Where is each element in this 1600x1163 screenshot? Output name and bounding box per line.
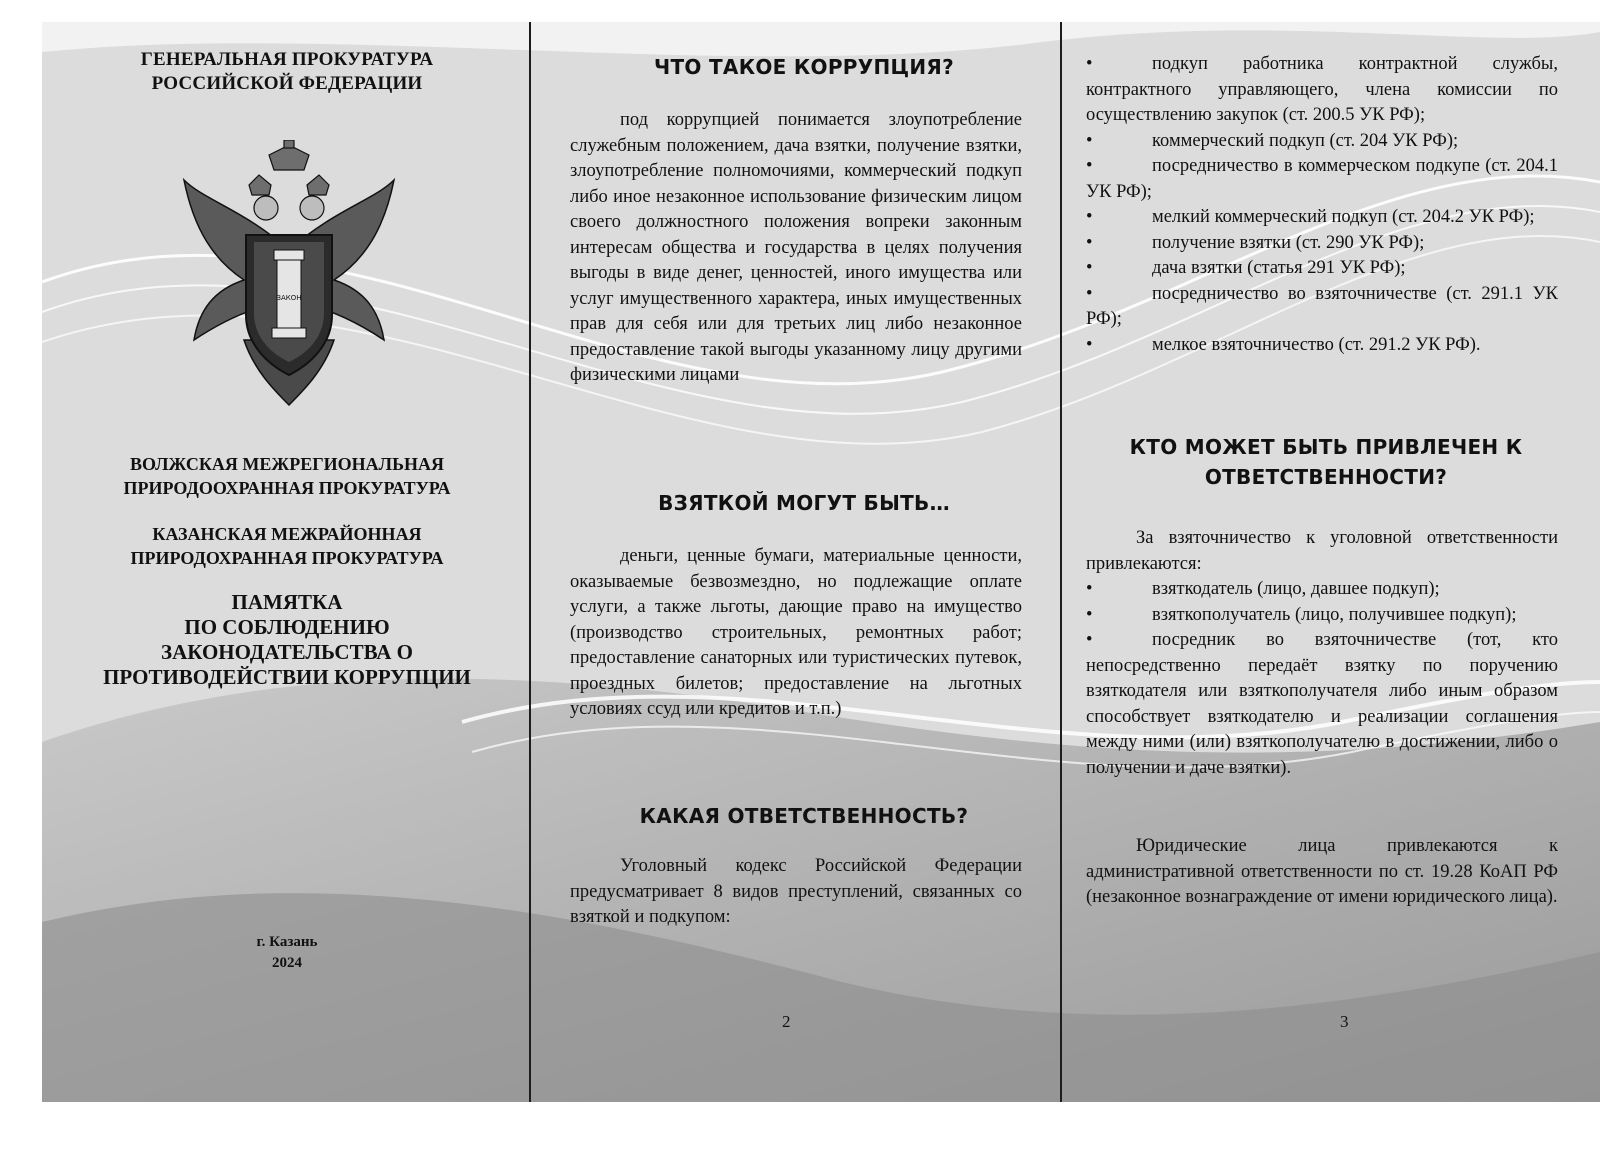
panel-3	[1066, 22, 1600, 1102]
page-number-2: 2	[782, 1012, 791, 1031]
list-item: • получение взятки (ст. 290 УК РФ);	[1086, 231, 1558, 257]
list-item: • коммерческий подкуп (ст. 204 УК РФ);	[1086, 129, 1558, 155]
bullet: •	[1086, 156, 1093, 176]
liability-intro: За взяточничество к уголовной ответственности привлекаются:	[1086, 528, 1558, 574]
heading-what-is-corruption: ЧТО ТАКОЕ КОРРУПЦИЯ?	[654, 55, 954, 79]
org-local: КАЗАНСКАЯ МЕЖРАЙОННАЯ ПРИРОДОХРАННАЯ ПРОКУРАТУРА	[130, 524, 444, 568]
heading-responsibility: КАКАЯ ОТВЕТСТВЕННОСТЬ?	[639, 804, 969, 828]
criminal-code-intro: Уголовный кодекс Российской Федерации предусматривает 8 видов преступлений, связанных со взяткой и подкупом:	[570, 856, 1022, 927]
bullet: •	[1086, 258, 1093, 278]
city-year	[182, 932, 392, 974]
bullet: •	[1086, 579, 1093, 599]
bribe-description: деньги, ценные бумаги, материальные ценности, оказываемые безвозмездно, но подлежащие оплате услуги, а также льготы, дающие право на имущество (производство строительных, ремонтных работ; предоставление санаторных или туристических путевок, проездных билетов; предоставление на льготных условиях ссуд или кредитов и т.п.)	[570, 546, 1022, 719]
bullet: •	[1086, 232, 1093, 253]
list-item: • мелкое взяточничество (ст. 291.2 УК РФ).	[1086, 333, 1558, 359]
list-item: • посредник во взяточничестве (тот, кто непосредственно передаёт взятку по поручению взяткодателя или взяткополучателя либо иным образом способствует взяткодателю и реализации соглашения между ними (или) взяткополучателю в достижении, либо о получении и даче взятки).	[1086, 630, 1558, 778]
bullet: •	[1086, 630, 1093, 650]
list-item: • взяткополучатель (лицо, получившее подкуп);	[1086, 603, 1558, 629]
legal-entities-liability: Юридические лица привлекаются к административной ответственности по ст. 19.28 КоАП РФ (незаконное вознаграждение от имени юридического лица).	[1086, 836, 1558, 907]
year: 2024	[272, 955, 302, 971]
fold-line-1	[529, 22, 531, 1102]
crimes-list	[1086, 52, 1558, 358]
list-item: • мелкий коммерческий подкуп (ст. 204.2 УК РФ);	[1086, 205, 1558, 231]
org-regional: ВОЛЖСКАЯ МЕЖРЕГИОНАЛЬНАЯ ПРИРОДООХРАННАЯ ПРОКУРАТУРА	[123, 454, 451, 498]
corruption-definition: под коррупцией понимается злоупотребление служебным положением, дача взятки, получение взятки, злоупотребление полномочиями, коммерческий подкуп либо иное незаконное использование физическим лицом своего должностного положения вопреки законным интересам общества и государства в целях получения выгоды в виде денег, ценностей, иного имущества или услуг имущественного характера, иных имущественных прав для себя или для третьих лиц либо незаконное предоставление такой выгоды указанному лицу другими физическими лицами	[570, 110, 1022, 385]
list-item: • посредничество в коммерческом подкупе (ст. 204.1 УК РФ);	[1086, 156, 1558, 202]
bullet: •	[1086, 130, 1093, 151]
memo-title: ПАМЯТКА ПО СОБЛЮДЕНИЮ ЗАКОНОДАТЕЛЬСТВА О ПРОТИВОДЕЙСТВИИ КОРРУПЦИИ	[103, 590, 471, 689]
cover-panel	[42, 22, 532, 1102]
brochure-sheet	[42, 22, 1600, 1102]
bullet: •	[1086, 54, 1093, 74]
bullet: •	[1086, 604, 1093, 625]
bullet: •	[1086, 283, 1093, 304]
city: г. Казань	[256, 934, 318, 950]
heading-who-is-liable: КТО МОЖЕТ БЫТЬ ПРИВЛЕЧЕН К ОТВЕТСТВЕННОСТИ?	[1129, 435, 1523, 489]
page-number-3: 3	[1340, 1012, 1349, 1031]
panel-2	[534, 22, 1066, 1102]
list-item: • подкуп работника контрактной службы, контрактного управляющего, члена комиссии по осуществлению закупок (ст. 200.5 УК РФ);	[1086, 54, 1558, 125]
liable-persons-list	[1086, 577, 1558, 781]
prosecutor-emblem	[174, 140, 404, 410]
list-item: • дача взятки (статья 291 УК РФ);	[1086, 256, 1558, 282]
bullet: •	[1086, 207, 1093, 227]
list-item: • посредничество во взяточничестве (ст. 291.1 УК РФ);	[1086, 283, 1558, 329]
org-main-title: ГЕНЕРАЛЬНАЯ ПРОКУРАТУРА РОССИЙСКОЙ ФЕДЕРАЦИИ	[140, 49, 434, 94]
list-item: • взяткодатель (лицо, давшее подкуп);	[1086, 577, 1558, 603]
fold-line-2	[1060, 22, 1062, 1102]
emblem-text: ЗАКОН	[276, 294, 302, 302]
bullet: •	[1086, 334, 1093, 355]
heading-bribe-can-be: ВЗЯТКОЙ МОГУТ БЫТЬ…	[658, 491, 950, 515]
